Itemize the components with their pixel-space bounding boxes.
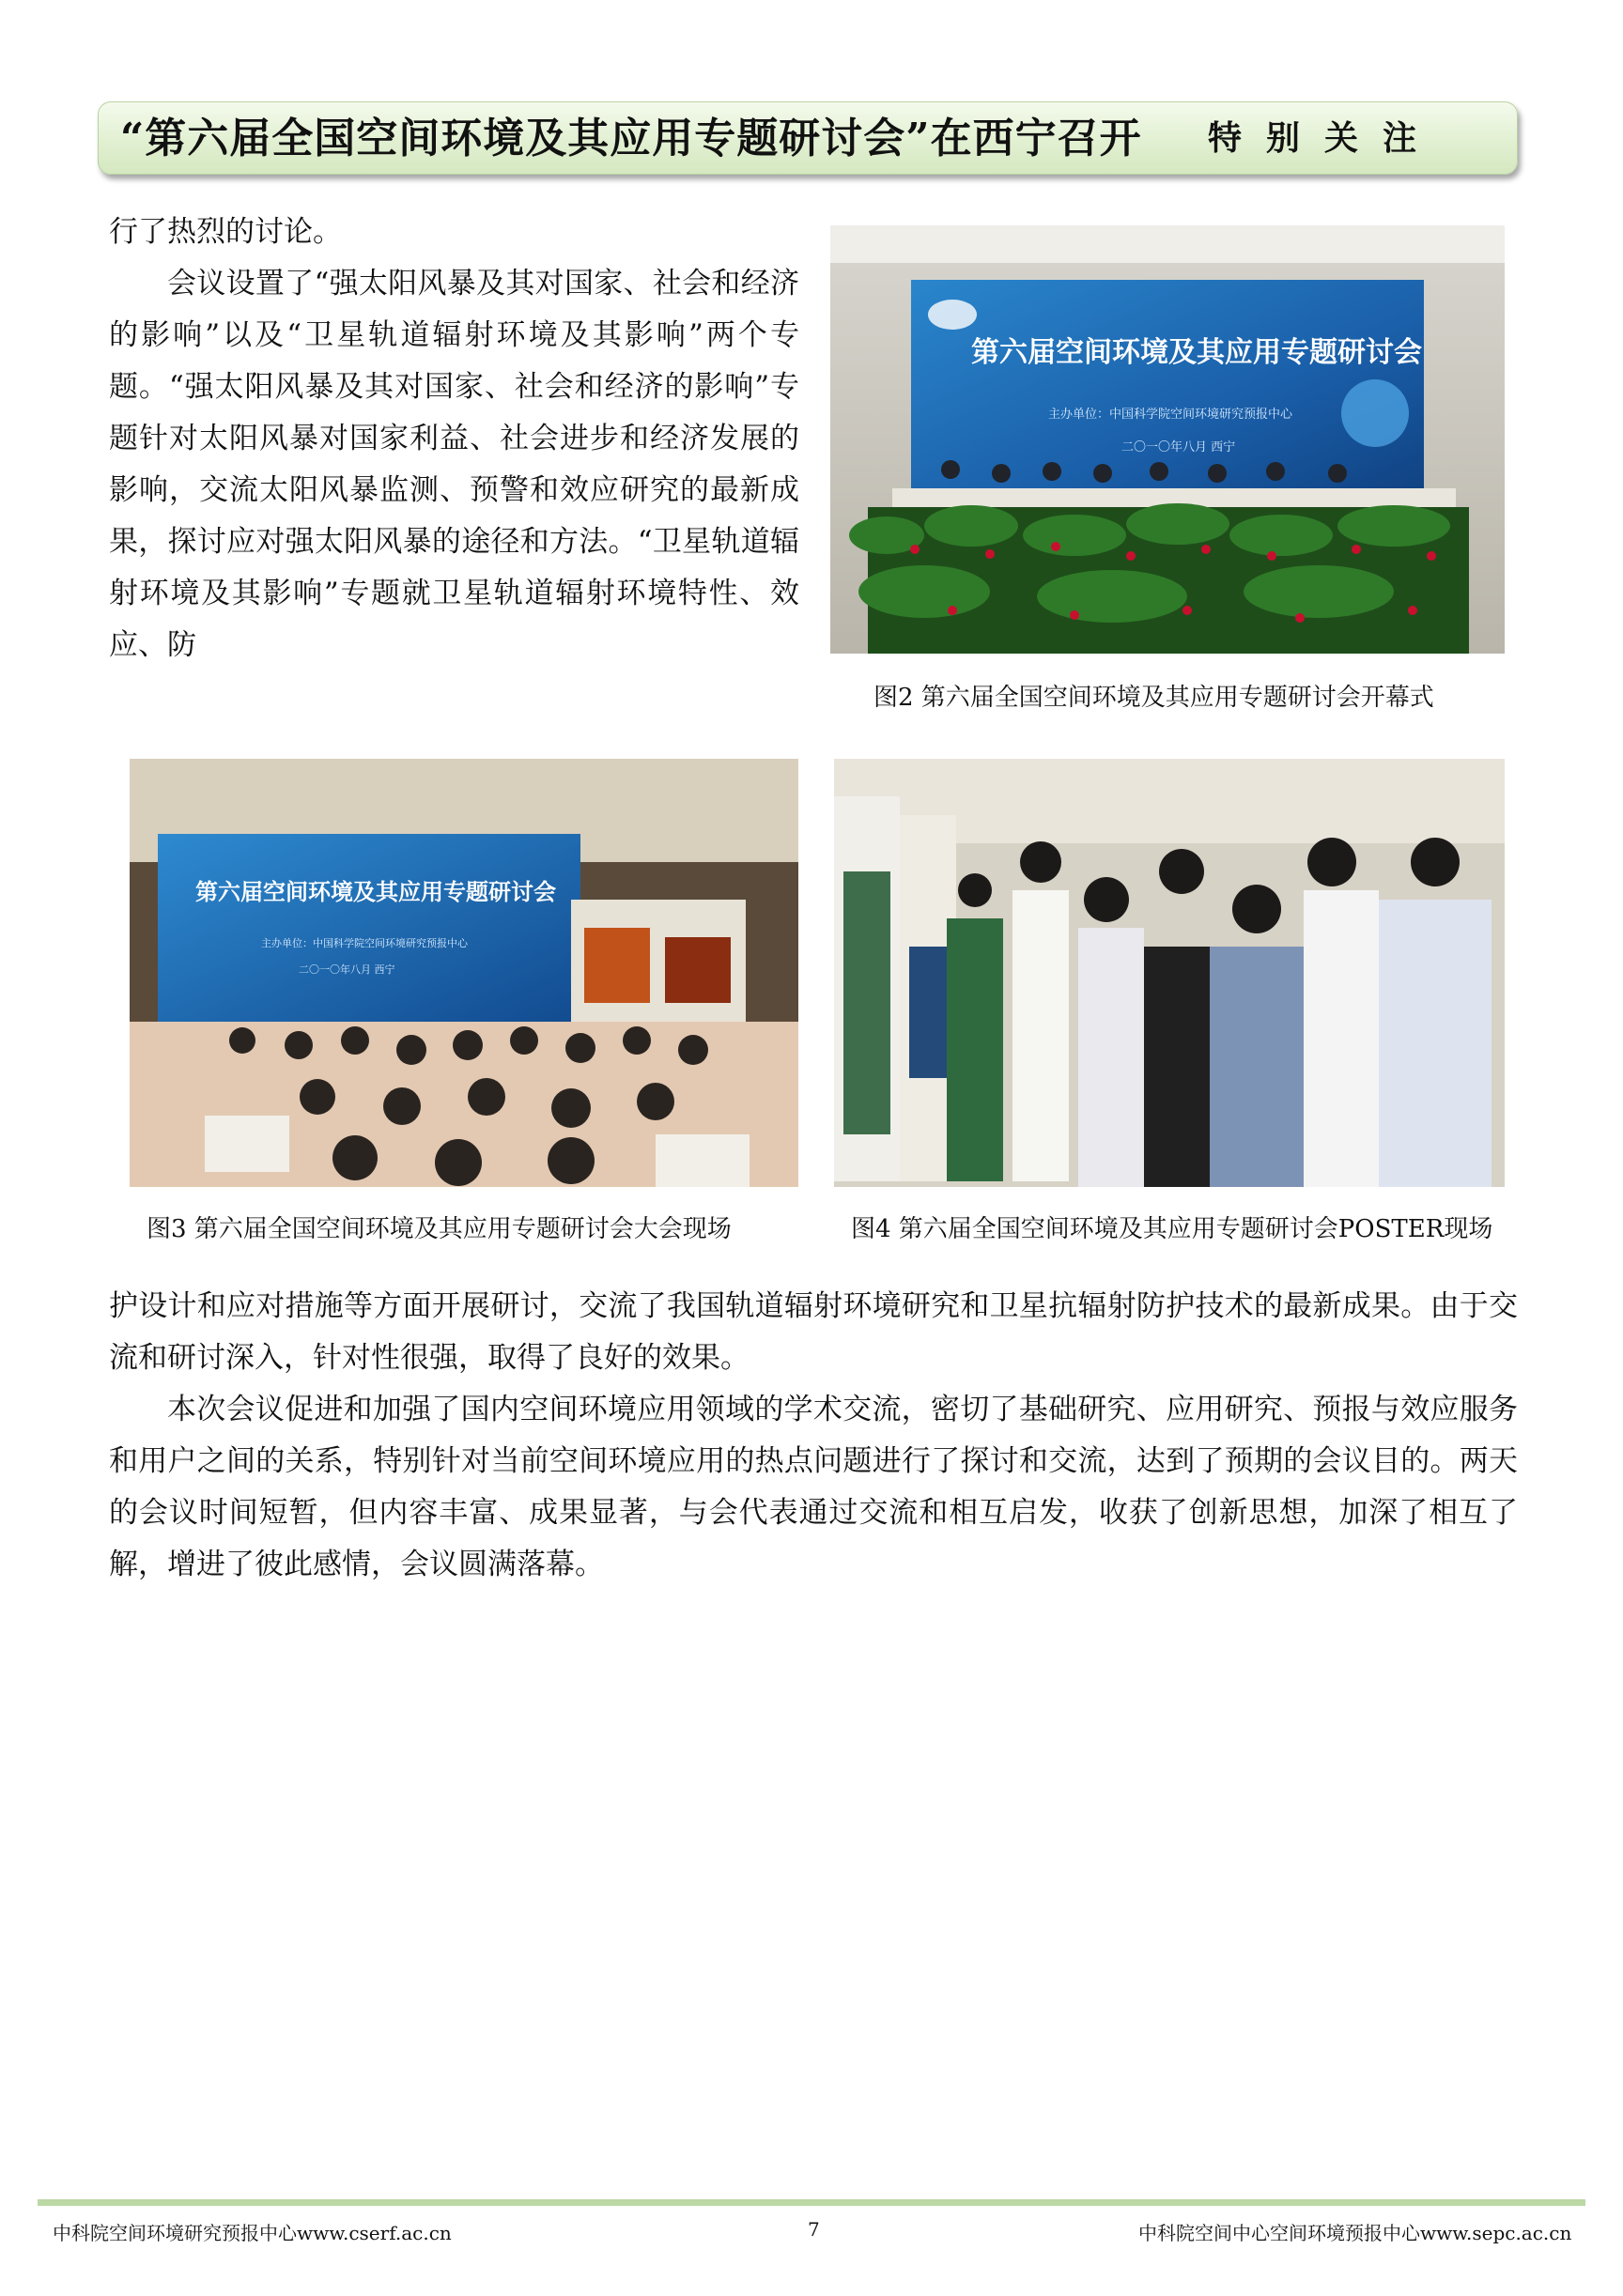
figure-2-caption: 图2 第六届全国空间环境及其应用专题研讨会开幕式 [873,684,1434,712]
figure-4-photo [834,759,1505,1187]
main-text [109,1281,1518,1591]
stage-banner-subtitle: 主办单位：中国科学院空间环境研究预报中心 [1048,408,1293,422]
footer-left-link: 中科院空间环境研究预报中心www.cserf.ac.cn [53,2222,452,2244]
stage-banner-date: 二〇一〇年八月 西宁 [1121,440,1236,455]
paragraph: 行了热烈的讨论。 [109,215,342,249]
footer-divider [38,2199,1585,2206]
figure-4-caption: 图4 第六届全国空间环境及其应用专题研讨会POSTER现场 [851,1215,1493,1243]
paragraph: 会议设置了“强太阳风暴及其对国家、社会和经济的影响”以及“卫星轨道辐射环境及其影响”两个专题。“强太阳风暴及其对国家、社会和经济的影响”专题针对太阳风暴对国家利益、社会进步和经济发展的影响，交流太阳风暴监测、预警和效应研究的最新成果，探讨应对强太阳风暴的途径和方法。“卫星轨道辐射环境及其影响”专题就卫星轨道辐射环境特性、效应、防 [109,267,799,662]
section-tag: 特别关注 [1208,119,1442,158]
stage-banner-title: 第六届空间环境及其应用专题研讨会 [971,336,1422,369]
paragraph: 本次会议促进和加强了国内空间环境应用领域的学术交流，密切了基础研究、应用研究、预报与效应服务和用户之间的关系，特别针对当前空间环境应用的热点问题进行了探讨和交流，达到了预期的会议目的。两天的会议时间短暂，但内容丰富、成果显著，与会代表通过交流和相互启发，收获了创新思想，加深了相互了解，增进了彼此感情，会议圆满落幕。 [109,1393,1518,1581]
figure-3-photo [130,759,798,1187]
page-title: “第六届全国空间环境及其应用专题研讨会”在西宁召开 [120,115,1142,162]
stage-banner-subtitle: 主办单位：中国科学院空间环境研究预报中心 [261,937,468,949]
left-column-text [109,207,799,671]
paragraph: 护设计和应对措施等方面开展研讨，交流了我国轨道辐射环境研究和卫星抗辐射防护技术的最新成果。由于交流和研讨深入，针对性很强，取得了良好的效果。 [109,1289,1518,1375]
stage-banner-date: 二〇一〇年八月 西宁 [299,963,395,976]
stage-banner-title: 第六届空间环境及其应用专题研讨会 [195,879,556,905]
footer-right-link: 中科院空间中心空间环境预报中心www.sepc.ac.cn [1138,2222,1572,2244]
figure-2-photo [830,225,1505,654]
page-number: 7 [808,2218,820,2241]
figure-3-caption: 图3 第六届全国空间环境及其应用专题研讨会大会现场 [147,1215,732,1243]
